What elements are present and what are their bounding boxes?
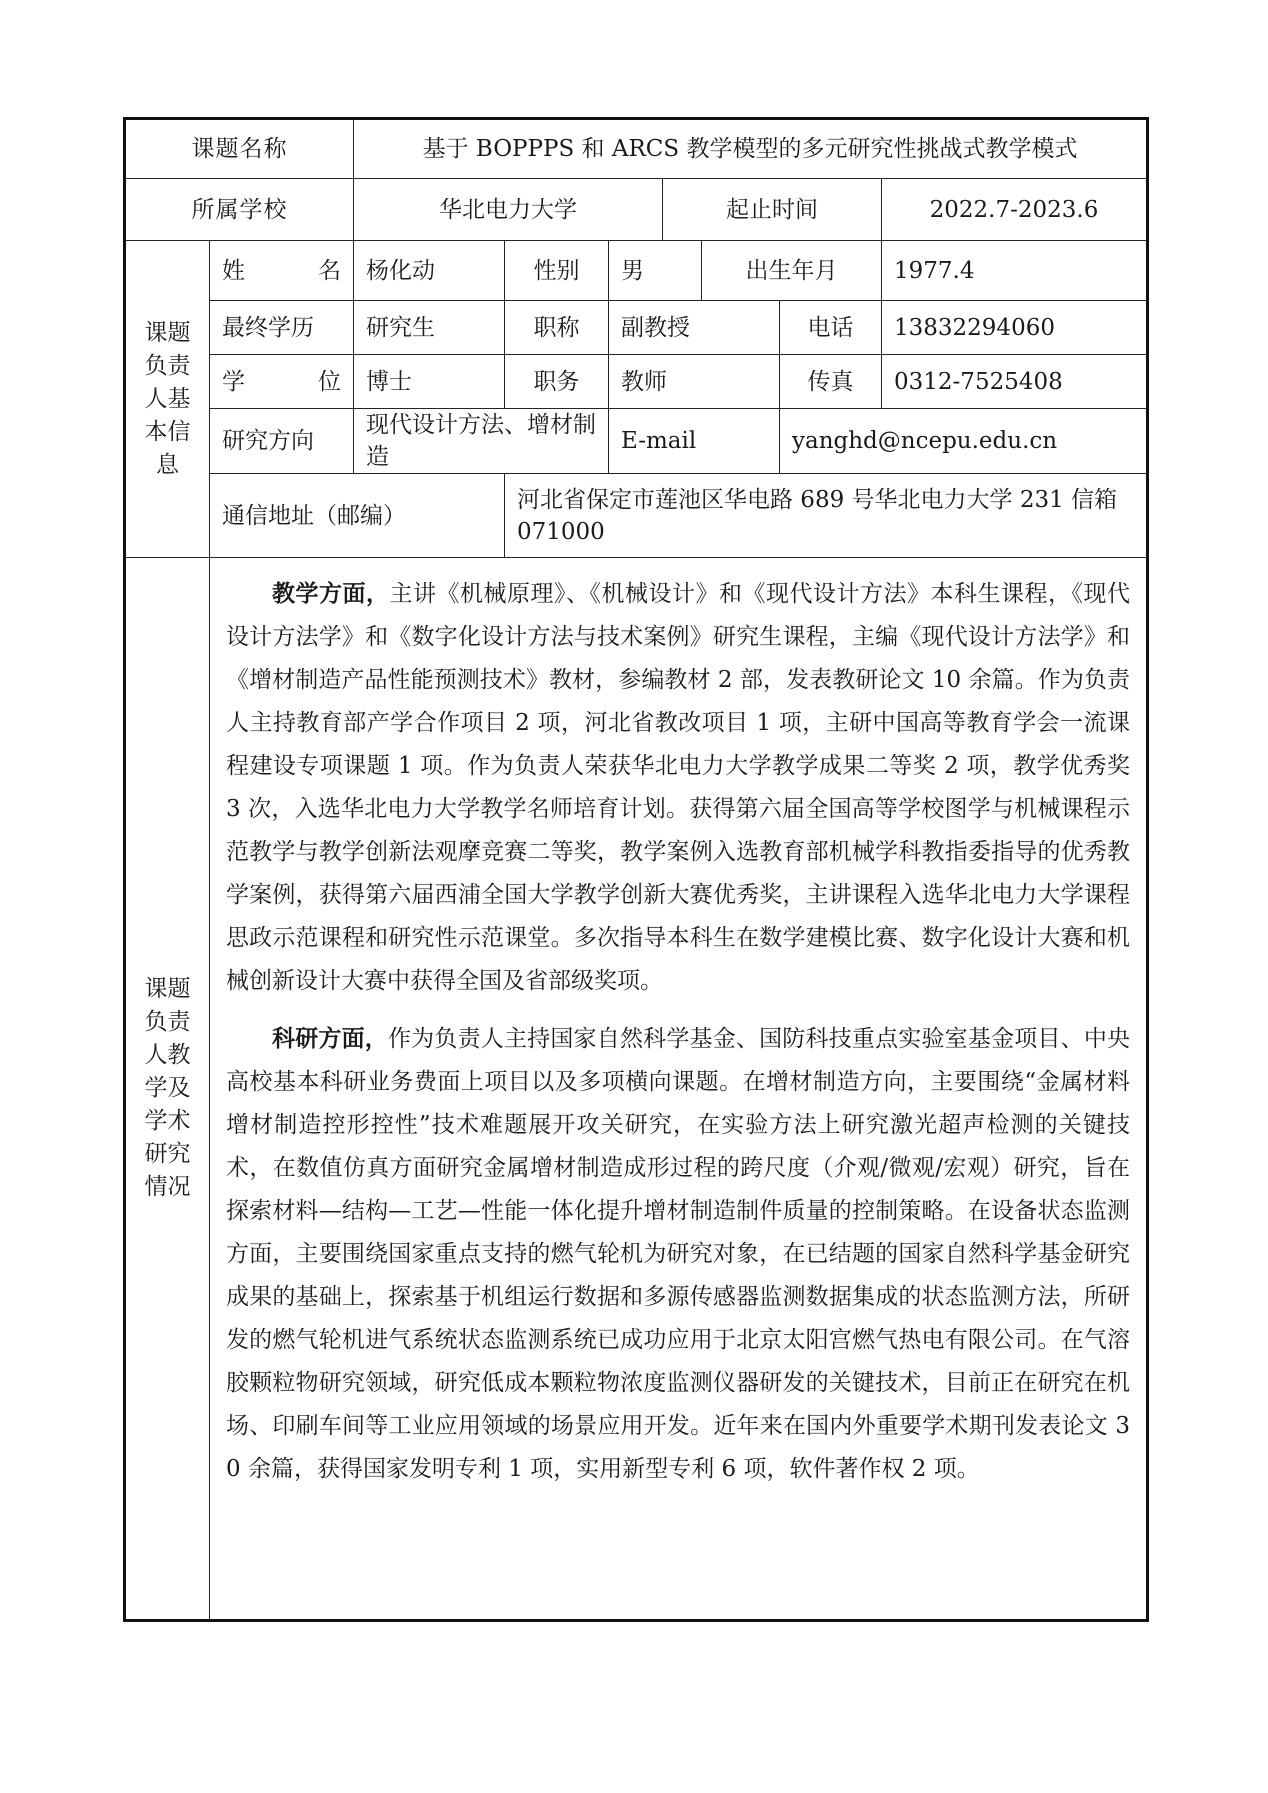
row-leader-research	[125, 409, 1148, 474]
row-project-title	[125, 119, 1148, 179]
row-school	[125, 179, 1148, 241]
gender-label: 性别	[505, 241, 609, 301]
gender-value: 男	[609, 241, 702, 301]
row-leader-education	[125, 301, 1148, 355]
phone-label: 电话	[780, 301, 882, 355]
education-label: 最终学历	[210, 301, 354, 355]
position-label: 职务	[505, 355, 609, 409]
project-application-form	[123, 117, 1149, 1622]
research-direction-value: 现代设计方法、增材制造	[354, 409, 609, 474]
row-leader-name	[125, 241, 1148, 301]
project-title-value: 基于 BOPPPS 和 ARCS 教学模型的多元研究性挑战式教学模式	[354, 119, 1148, 179]
leader-section-label	[125, 241, 210, 558]
name-value: 杨化动	[354, 241, 505, 301]
phone-value: 13832294060	[882, 301, 1148, 355]
fax-label: 传真	[780, 355, 882, 409]
teaching-text: 主讲《机械原理》、《机械设计》和《现代设计方法》本科生课程，《现代设计方法学》和《数字化设计方法与技术案例》研究生课程，主编《现代设计方法学》和《增材制造产品性能预测技术》教材，参编教材 2 部，发表教研论文 10 余篇。作为负责人主持教育部产学合作项目 2 项，河北省教改项目 1 项，主研中国高等教育学会一流课程建设专项课题 1 项。作为负责人荣获华北电力大学教学成果二等奖 2 项，教学优秀奖 3 次，入选华北电力大学教学名师培育计划。获得第六届全国高等学校图学与机械课程示范教学与教学创新法观摩竞赛二等奖，教学案例入选教育部机械学科教指委指导的优秀教学案例，获得第六届西浦全国大学教学创新大赛优秀奖，主讲课程入选华北电力大学课程思政示范课程和研究性示范课堂。多次指导本科生在数学建模比赛、数字化设计大赛和机械创新设计大赛中获得全国及省部级奖项。	[226, 581, 1131, 994]
research-text: 作为负责人主持国家自然科学基金、国防科技重点实验室基金项目、中央高校基本科研业务费面上项目以及多项横向课题。在增材制造方向，主要围绕“金属材料增材制造控形控性”技术难题展开攻关研究，在实验方法上研究激光超声检测的关键技术，在数值仿真方面研究金属增材制造成形过程的跨尺度（介观/微观/宏观）研究，旨在探索材料—结构—工艺—性能一体化提升增材制造制件质量的控制策略。在设备状态监测方面，主要围绕国家重点支持的燃气轮机为研究对象，在已结题的国家自然科学基金研究成果的基础上，探索基于机组运行数据和多源传感器监测数据集成的状态监测方法，所研发的燃气轮机进气系统状态监测系统已成功应用于北京太阳宫燃气热电有限公司。在气溶胶颗粒物研究领域，研究低成本颗粒物浓度监测仪器研发的关键技术，目前正在研究在机场、印刷车间等工业应用领域的场景应用开发。近年来在国内外重要学术期刊发表论文 30 余篇，获得国家发明专利 1 项，实用新型专利 6 项，软件著作权 2 项。	[226, 1026, 1131, 1482]
leader-section-label-text: 课题负责人基本信息	[144, 319, 191, 478]
birth-value: 1977.4	[882, 241, 1148, 301]
row-leader-degree	[125, 355, 1148, 409]
profile-section-label-text: 课题负责人教学及学术研究情况	[144, 976, 191, 1200]
education-value: 研究生	[354, 301, 505, 355]
school-value: 华北电力大学	[354, 179, 663, 241]
email-value: yanghd@ncepu.edu.cn	[780, 409, 1148, 474]
address-value: 河北省保定市莲池区华电路 689 号华北电力大学 231 信箱 071000	[505, 474, 1148, 558]
row-leader-address	[125, 474, 1148, 558]
teaching-heading: 教学方面，	[272, 580, 390, 607]
profile-content	[210, 558, 1148, 1621]
research-heading: 科研方面，	[272, 1025, 388, 1052]
name-label: 姓 名	[210, 241, 354, 301]
email-label: E-mail	[609, 409, 780, 474]
period-label: 起止时间	[663, 179, 882, 241]
fax-value: 0312-7525408	[882, 355, 1148, 409]
title-value: 副教授	[609, 301, 780, 355]
position-value: 教师	[609, 355, 780, 409]
birth-label: 出生年月	[702, 241, 882, 301]
address-label: 通信地址（邮编）	[210, 474, 505, 558]
row-profile	[125, 558, 1148, 1621]
period-value: 2022.7-2023.6	[882, 179, 1148, 241]
project-title-label: 课题名称	[125, 119, 354, 179]
degree-label: 学 位	[210, 355, 354, 409]
research-direction-label: 研究方向	[210, 409, 354, 474]
school-label: 所属学校	[125, 179, 354, 241]
research-paragraph	[226, 1017, 1130, 1491]
title-label: 职称	[505, 301, 609, 355]
profile-section-label	[125, 558, 210, 1621]
degree-value: 博士	[354, 355, 505, 409]
teaching-paragraph	[226, 572, 1130, 1003]
